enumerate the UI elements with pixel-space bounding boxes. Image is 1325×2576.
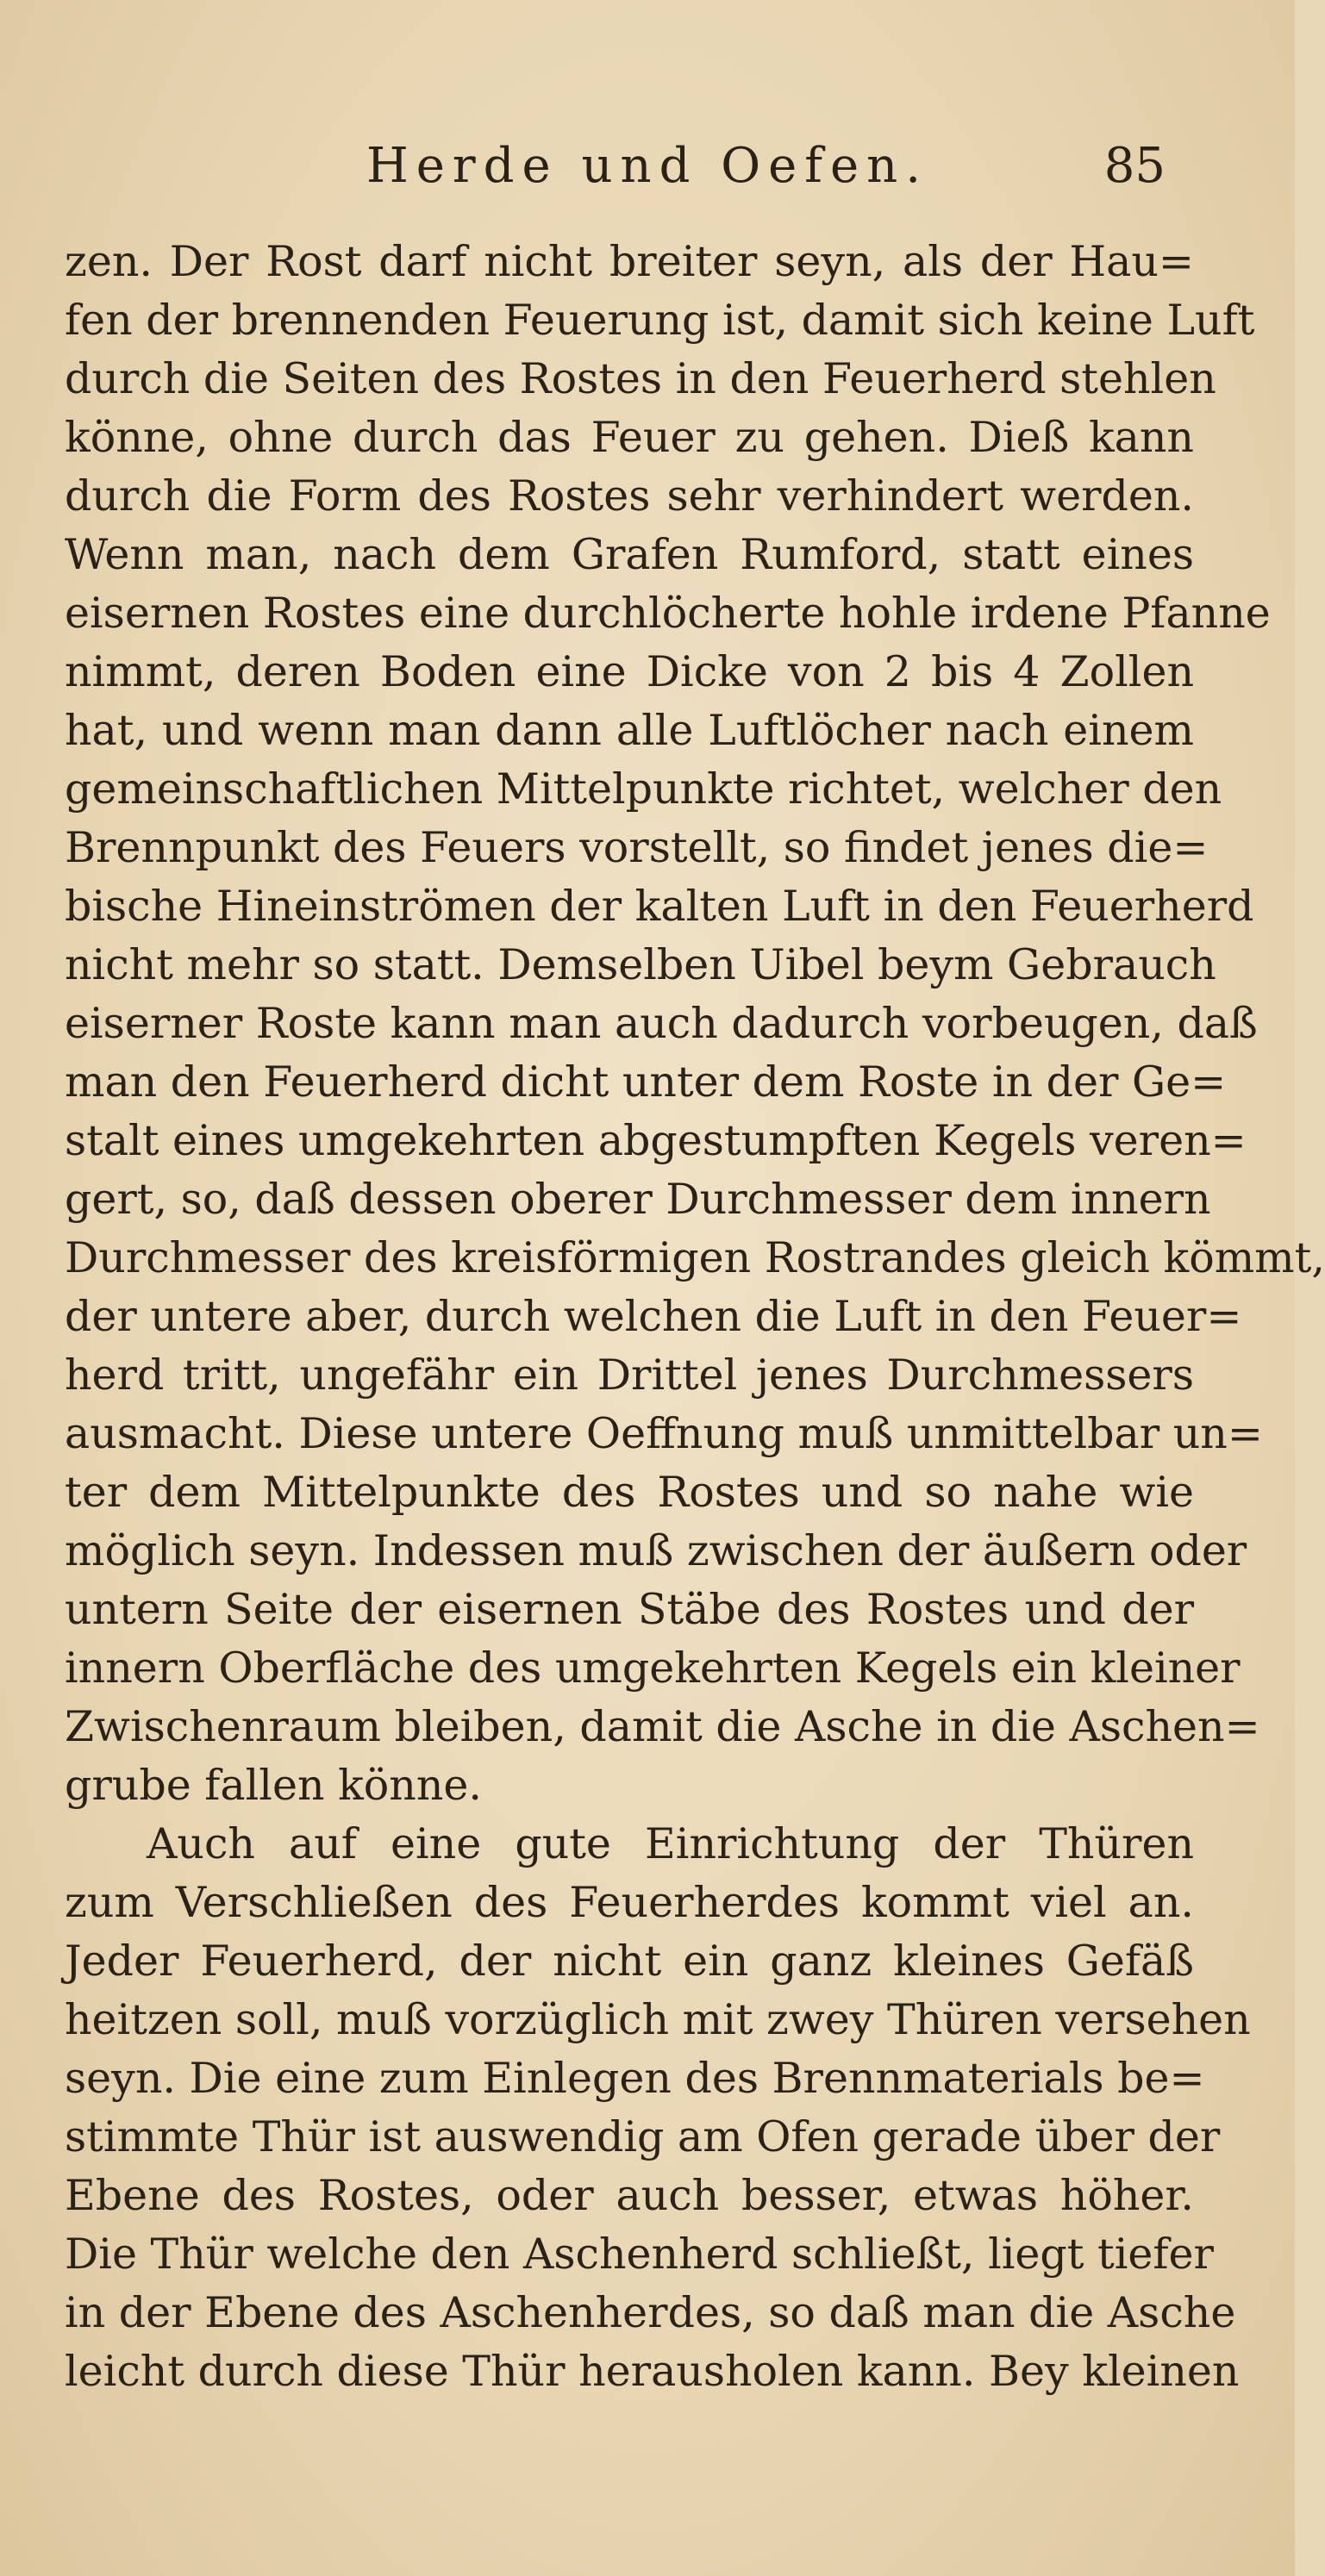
text-line: man den Feuerherd dicht unter dem Roste in der Ge= <box>65 1057 1227 1107</box>
paragraph-start-line: Auch auf eine gute Einrichtung der Thüren <box>147 1819 1194 1868</box>
text-line: der untere aber, durch welchen die Luft in den Feuer= <box>65 1292 1242 1341</box>
text-line: hat, und wenn man dann alle Luftlöcher nach einem <box>65 706 1194 755</box>
text-line: Die Thür welche den Aschenherd schließt, liegt tiefer <box>65 2230 1214 2279</box>
text-line: gert, so, daß dessen oberer Durchmesser dem innern <box>65 1175 1211 1224</box>
text-line: eisernen Rostes eine durchlöcherte hohle irdene Pfanne <box>65 589 1271 638</box>
text-line: ter dem Mittelpunkte des Rostes und so nahe wie <box>65 1468 1194 1517</box>
text-line: ausmacht. Diese untere Oeffnung muß unmittelbar un= <box>65 1409 1263 1458</box>
text-line: Zwischenraum bleiben, damit die Asche in die Aschen= <box>65 1702 1260 1751</box>
text-line: zen. Der Rost darf nicht breiter seyn, als der Hau= <box>65 237 1194 286</box>
text-line: nimmt, deren Boden eine Dicke von 2 bis 4 Zollen <box>65 647 1194 696</box>
text-line: möglich seyn. Indessen muß zwischen der äußern oder <box>65 1526 1247 1575</box>
paragraph-end-line: grube fallen könne. <box>65 1761 482 1810</box>
text-line: nicht mehr so statt. Demselben Uibel beym Gebrauch <box>65 940 1216 989</box>
text-line: innern Oberfläche des umgekehrten Kegels ein kleiner <box>65 1644 1241 1693</box>
text-line: Durchmesser des kreisförmigen Rostrandes gleich kömmt, <box>65 1233 1325 1282</box>
text-line: eiserner Roste kann man auch dadurch vorbeugen, daß <box>65 999 1258 1048</box>
text-line: untern Seite der eisernen Stäbe des Rostes und der <box>65 1585 1194 1634</box>
running-head: Herde und Oefen. <box>366 138 929 194</box>
text-line: stimmte Thür ist auswendig am Ofen gerade über der <box>65 2112 1221 2161</box>
text-line: fen der brennenden Feuerung ist, damit sich keine Luft <box>65 296 1255 345</box>
text-line: durch die Form des Rostes sehr verhindert werden. <box>65 471 1194 521</box>
text-line: in der Ebene des Aschenherdes, so daß man die Asche <box>65 2288 1236 2337</box>
text-line: stalt eines umgekehrten abgestumpften Kegels veren= <box>65 1116 1247 1165</box>
text-line: heitzen soll, muß vorzüglich mit zwey Thüren versehen <box>65 1995 1251 2044</box>
text-line: Ebene des Rostes, oder auch besser, etwas höher. <box>65 2171 1194 2220</box>
text-line: zum Verschließen des Feuerherdes kommt viel an. <box>65 1878 1194 1927</box>
text-line: Jeder Feuerherd, der nicht ein ganz kleines Gefäß <box>65 1937 1194 1986</box>
text-line: könne, ohne durch das Feuer zu gehen. Dieß kann <box>65 413 1194 462</box>
text-line: Brennpunkt des Feuers vorstellt, so findet jenes die= <box>65 823 1209 872</box>
page-header <box>0 129 1295 207</box>
text-line: gemeinschaftlichen Mittelpunkte richtet, welcher den <box>65 764 1222 814</box>
text-line: bische Hineinströmen der kalten Luft in den Feuerherd <box>65 882 1254 931</box>
body-text <box>65 233 1325 2401</box>
text-line: herd tritt, ungefähr ein Drittel jenes Durchmessers <box>65 1350 1194 1400</box>
text-line: leicht durch diese Thür herausholen kann. Bey kleinen <box>65 2347 1240 2396</box>
page-number: 85 <box>1103 138 1166 194</box>
text-line: Wenn man, nach dem Grafen Rumford, statt eines <box>65 530 1194 579</box>
text-line: durch die Seiten des Rostes in den Feuerherd stehlen <box>65 354 1216 403</box>
text-line: seyn. Die eine zum Einlegen des Brennmaterials be= <box>65 2054 1205 2103</box>
